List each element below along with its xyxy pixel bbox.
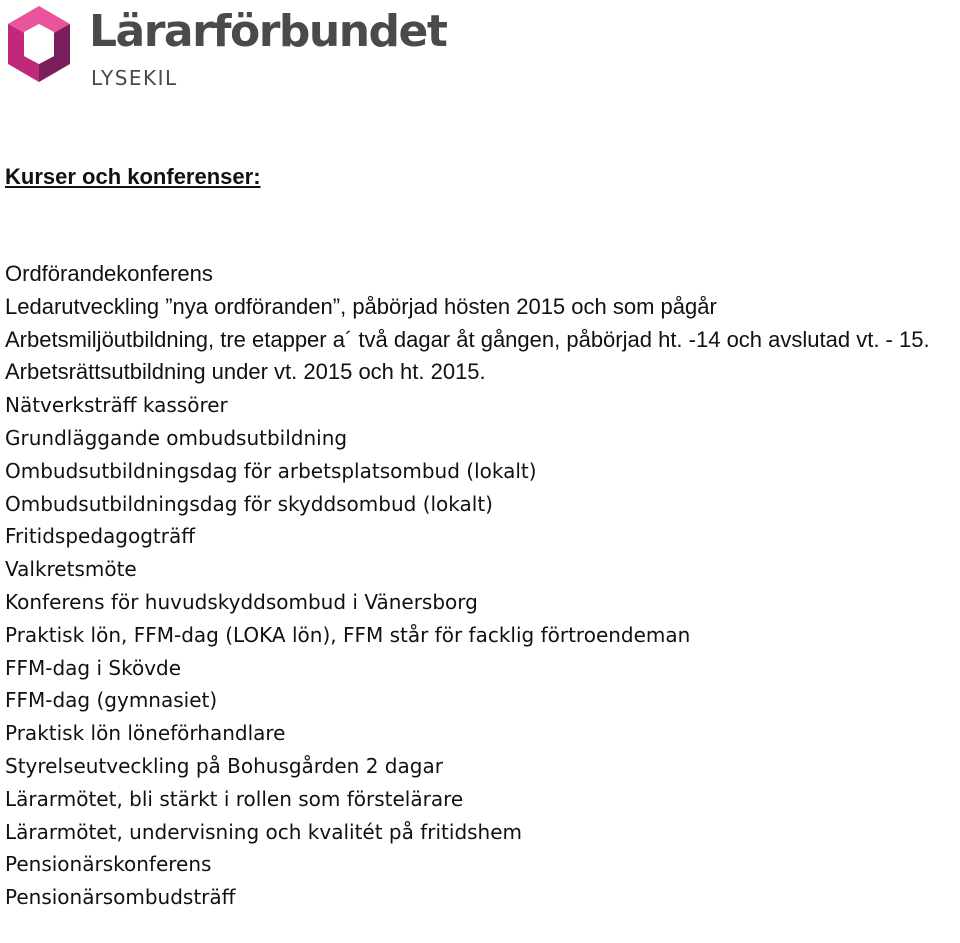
course-item: FFM-dag (gymnasiet) — [5, 688, 218, 713]
course-item: Ordförandekonferens — [5, 261, 213, 286]
course-item: Styrelseutveckling på Bohusgården 2 dagar — [5, 753, 443, 778]
course-item: Praktisk lön löneförhandlare — [5, 721, 286, 746]
course-item: Praktisk lön, FFM-dag (LOKA lön), FFM står för facklig förtroendeman — [5, 622, 691, 647]
course-item: Fritidspedagogträff — [5, 524, 196, 549]
course-item: Grundläggande ombudsutbildning — [5, 425, 348, 450]
course-item: Pensionärsombudsträff — [5, 885, 236, 910]
organization-logo — [4, 4, 447, 100]
course-item: Pensionärskonferens — [5, 852, 212, 877]
course-item: Ombudsutbildningsdag för skyddsombud (lokalt) — [5, 491, 493, 516]
course-item: Nätverksträff kassörer — [5, 393, 228, 418]
course-item: Lärarmötet, undervisning och kvalitét på fritidshem — [5, 819, 523, 844]
course-item: Arbetsmiljöutbildning, tre etapper a´ två dagar åt gången, påbörjad ht. -14 och avslutad vt. - 15. — [5, 326, 930, 352]
course-list — [5, 258, 960, 914]
course-item: FFM-dag i Skövde — [5, 655, 182, 680]
page-heading: Kurser och konferenser: — [5, 164, 261, 189]
course-item: Lärarmötet, bli stärkt i rollen som förstelärare — [5, 786, 464, 811]
hexagon-logo-icon — [4, 4, 74, 84]
course-item: Ledarutveckling ”nya ordföranden”, påbörjad hösten 2015 och som pågår — [5, 293, 717, 319]
course-item: Konferens för huvudskyddsombud i Vänersborg — [5, 589, 478, 614]
organization-location: LYSEKIL — [91, 66, 178, 90]
organization-name: Lärarförbundet — [89, 6, 447, 57]
course-item: Valkretsmöte — [5, 557, 137, 582]
course-item: Ombudsutbildningsdag för arbetsplatsombud (lokalt) — [5, 458, 537, 483]
course-item: Arbetsrättsutbildning under vt. 2015 och ht. 2015. — [5, 359, 486, 385]
